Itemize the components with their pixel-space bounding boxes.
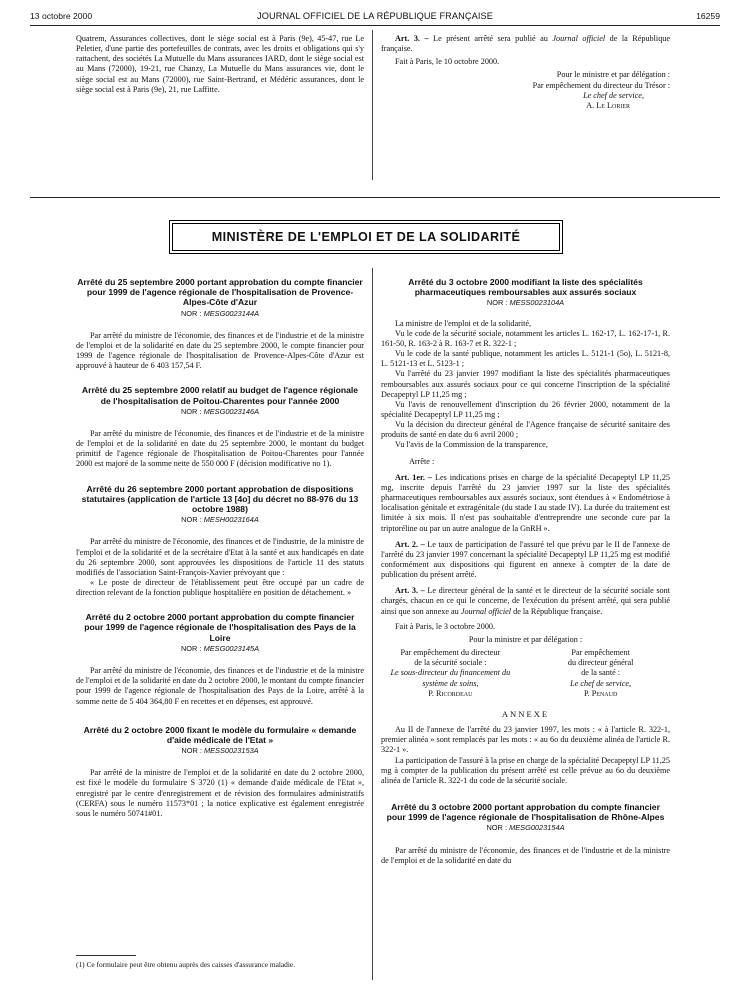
header-journal-title: JOURNAL OFFICIEL DE LA RÉPUBLIQUE FRANÇAISE (257, 11, 493, 21)
article-3-text: Le présent arrêté sera publié au (433, 34, 548, 43)
ministry-banner: MINISTÈRE DE L'EMPLOI ET DE LA SOLIDARITÉ (172, 223, 560, 251)
continuation-text: Quatrem, Assurances collectives, dont le siège social est à Paris (9e), 45-47, rue Le Peletier, d'une partie des portefeuilles de contrats, avec les droits et obligations qui s'y rattachent, des sociétés La Mutuelle du Mans assurances IARD, dont le siège social est au Mans (72000), 19-21, rue Chanzy, La Mutuelle du Mans assurances vie, dont le siège social est au Mans (72000), rue Saint-Bertrand, et Médéric assurances, dont le siège social est à Paris (9e), 21, rue Laffitte. (76, 34, 364, 94)
signature-name: A. Le Lorier (586, 100, 630, 110)
header-date: 13 octobre 2000 (30, 11, 93, 21)
article-3-text-end: de la République française. (513, 606, 603, 616)
page-header (30, 11, 720, 25)
nor-code: MESS0023104A (509, 298, 565, 308)
signature-role-text: Le chef de service, (583, 90, 644, 100)
signature-right-role (531, 679, 670, 689)
signature-right-role-text: Le chef de service, (570, 678, 632, 688)
vu-2: Vu le code de la santé publique, notamment les articles L. 5121-1 (5o), L. 5121-8, L. 5121-13 et L. 5123-1 ; (381, 349, 670, 369)
decree-quote-3: « Le poste de directeur de l'établissement peut être occupé par un cadre de direction relevant de la fonction publique hospitalière en position de détachement. » (76, 577, 364, 598)
done-at-right: Fait à Paris, le 3 octobre 2000. (395, 621, 496, 631)
decree-body-4: Par arrêté du ministre de l'économie, des finances et de l'industrie et de la ministre de l'emploi et de la solidarité en date du 2 octobre 2000, le montant du compte financier pour 1999 de l'agence régionale de l'hospitalisation des Pays de la Loire, arrêté à la somme nette de 5 404 364,80 F en recettes et en dépenses, est approuvé. (76, 666, 364, 706)
article-2-label: Art. 2. – (395, 539, 425, 549)
article-3 (381, 586, 670, 616)
journal-officiel-ref: Journal officiel (460, 606, 512, 616)
signature-right-line-3: de la santé : (581, 668, 621, 678)
section-rule (30, 197, 720, 198)
nor-label: NOR : (486, 298, 508, 308)
nor-ref-3 (76, 515, 364, 525)
signature-role (381, 91, 670, 101)
nor-ref-1 (76, 309, 364, 319)
decree-title-1: Arrêté du 25 septembre 2000 portant approbation du compte financier pour 1999 de l'agence régionale de l'hospitalisation de Provence-Alpes-Côte d'Azur (77, 277, 363, 308)
nor-label: NOR : (181, 746, 202, 756)
signature-right-line-1: Par empêchement (571, 648, 630, 658)
top-left-continuation (76, 34, 364, 95)
vu-3: Vu l'arrêté du 23 janvier 1997 modifiant la liste des spécialités pharmaceutiques remboursables aux assurés sociaux pour ce qui concerne l'inscription de la spécialité Decapeptyl LP 11,25 mg ; (381, 369, 670, 399)
column-divider-top (372, 30, 373, 180)
decree-body-right-2: Par arrêté du ministre de l'économie, des finances et de l'industrie et de la ministre de l'emploi et de la solidarité en date du (381, 845, 670, 865)
nor-code: MESG0023144A (203, 308, 260, 318)
footnote: (1) Ce formulaire peut être obtenu auprès des caisses d'assurance maladie. (76, 960, 296, 969)
decree-body-1: Par arrêté du ministre de l'économie, des finances et de l'industrie et de la ministre de l'emploi et de la solidarité en date du 25 septembre 2000, le compte financier pour 1999 de l'agence régionale de l'hospitalisation de Provence-Alpes-Côte d'Azur est approuvé à hauteur de 6 403 157,54 F. (76, 330, 364, 371)
signature-left-name: P. Ricordeau (428, 688, 473, 698)
signature-line-1: Pour le ministre et par délégation : (556, 70, 670, 80)
vu-4: Vu l'avis de renouvellement d'inscription du 26 février 2000, notamment de la spécialité Decapeptyl LP 11,25 mg ; (381, 399, 670, 419)
article-3-label: Art. 3. – (395, 586, 425, 596)
article-2-text: Le taux de participation de l'assuré tel que prévu par le II de l'annexe de l'arrêté du 23 janvier 1997 concernant la spécialité Decapeptyl LP 11,25 mg est modifié conformément aux dispositions qui figurent en annexe à compter de la date de publication du présent arrêté. (381, 539, 670, 580)
nor-code: MESG0023146A (203, 406, 260, 416)
preamble: La ministre de l'emploi et de la solidarité, (395, 318, 532, 328)
article-3-text: Le directeur général de la santé et le directeur de la sécurité sociale sont chargés, chacun en ce qui le concerne, de l'exécution du présent arrêté, qui sera publié ainsi que son annexe au (381, 586, 671, 616)
nor-ref-5 (76, 746, 364, 756)
journal-officiel-ref: Journal officiel (552, 34, 606, 43)
nor-label: NOR : (180, 308, 202, 318)
left-column (76, 277, 364, 819)
nor-ref-right-2 (381, 823, 670, 833)
nor-code: MESH0023164A (203, 515, 259, 525)
decree-body-2: Par arrêté du ministre de l'économie, des finances et de l'industrie et de la ministre de l'emploi et de la solidarité en date du 25 septembre 2000, le montant du budget primitif de l'agence régionale de l'hospitalisation de Poitou-Charentes pour l'année 2000 est majoré de la somme nette de 550 000 F (décision modificative no 1). (76, 428, 364, 469)
article-1 (381, 473, 670, 534)
signature-intro: Pour la ministre et par délégation : (468, 634, 583, 644)
decree-body-5: Par arrêté de la ministre de l'emploi et de la solidarité en date du 2 octobre 2000, est fixé le modèle du formulaire S 3720 (1) « demande d'aide médicale de l'Etat », enregistré par le centre d'enregistrement et de révision des formulaires administratifs (CERFA) sous le numéro 11573*01 ; la notice explicative est également enregistrée sous le numéro 50741#01. (76, 768, 364, 818)
nor-ref-4 (76, 644, 364, 654)
nor-code: MESS0023153A (203, 746, 259, 756)
signature-left-role (381, 668, 520, 688)
done-at: Fait à Paris, le 10 octobre 2000. (395, 57, 500, 67)
vu-6: Vu l'avis de la Commission de la transparence, (395, 440, 548, 450)
decree-body-3: Par arrêté du ministre de l'économie, des finances et de l'industrie, de la ministre de l'emploi et de la solidarité et de la secrétaire d'Etat à la santé et aux handicapés en date du 26 septembre 2000, sont approuvées les dispositions de l'article 11 des statuts modifiés de l'association Saint-François-Xavier prévoyant que : (76, 537, 364, 577)
decree-title-2: Arrêté du 25 septembre 2000 relatif au budget de l'agence régionale de l'hospitalisation de Poitou-Charentes pour l'année 2000 (81, 385, 359, 406)
signature-right-line-2: du directeur général (567, 658, 634, 668)
nor-ref-2 (76, 407, 364, 417)
decree-title-4: Arrêté du 2 octobre 2000 portant approbation du compte financier pour 1999 de l'agence régionale de l'hospitalisation des Pays de la Loire (84, 612, 356, 643)
article-3-text-end: de la République française. (381, 34, 671, 54)
header-page-number: 16259 (696, 11, 720, 21)
decree-title-5: Arrêté du 2 octobre 2000 fixant le modèle du formulaire « demande d'aide médicale de l'Etat » (83, 724, 357, 745)
article-1-label: Art. 1er. – (395, 472, 432, 482)
article-1-text: Les indications prises en charge de la spécialité Decapeptyl LP 11,25 mg, inscrite depuis l'arrêté du 23 janvier 1997 sur la liste des spécialités pharmaceutiques remboursables aux assurés sociaux, sont étendues à « Endométriose à localisation génitale et extragénitale (du stade I au stade IV). La durée du traitement est limitée à six mois. Il n'est pas souhaitable d'entreprendre une seconde cure par la triptoréline ou par un autre analogue de la GnRH ». (381, 472, 671, 533)
nor-label: NOR : (180, 406, 202, 416)
annexe-heading: ANNEXE (501, 708, 550, 719)
vu-1: Vu le code de la sécurité sociale, notamment les articles L. 162-17, L. 162-17-1, R. 161-50, R. 163-2 à R. 163-7 et R. 322-1 ; (381, 328, 670, 348)
signature-line-2: Par empêchement du directeur du Trésor : (532, 80, 670, 90)
signature-right (531, 648, 670, 699)
top-right-continuation (381, 34, 670, 111)
signature-left-line-1: Par empêchement du directeur (400, 648, 501, 658)
signature-right-name: P. Penaud (583, 688, 618, 698)
vu-5: Vu la décision du directeur général de l'Agence française de sécurité sanitaire des produits de santé en date du 6 avril 2000 ; (381, 420, 670, 440)
nor-code: MESG0023145A (203, 643, 260, 653)
annexe-paragraph-1: Au II de l'annexe de l'arrêté du 23 janvier 1997, les mots : « à l'article R. 322-1, premier alinéa » sont remplacés par les mots : « au 6o du deuxième alinéa de l'article R. 322-1 ». (381, 725, 670, 755)
decree-title-right-2: Arrêté du 3 octobre 2000 portant approbation du compte financier pour 1999 de l'agence régionale de l'hospitalisation de Rhône-Alpes (386, 801, 665, 823)
decree-title-3: Arrêté du 26 septembre 2000 portant approbation de dispositions statutaires (application de l'article 13 [4o] du décret no 88-976 du 13 octobre 1988) (81, 483, 359, 514)
footnote-rule (76, 955, 136, 956)
right-column (381, 277, 670, 866)
nor-label: NOR : (180, 643, 202, 653)
signature-left-role-text: Le sous-directeur du financement du système de soins, (390, 668, 511, 688)
annexe-paragraph-2: La participation de l'assuré à la prise en charge de la spécialité Decapeptyl LP 11,25 mg à compter de la publication du présent arrêté est celle prévue au 6o du deuxième alinéa de l'article R. 322-1 du code de la sécurité sociale. (381, 755, 670, 785)
arrete-label: Arrête : (409, 456, 435, 466)
article-3-label: Art. 3. – (395, 34, 429, 43)
decree-title-right-1: Arrêté du 3 octobre 2000 modifiant la liste des spécialités pharmaceutiques remboursables aux assurés sociaux (408, 277, 643, 298)
article-3-paragraph (381, 34, 670, 54)
signature-block (381, 648, 670, 699)
signature-left (381, 648, 520, 699)
column-divider-main (372, 268, 373, 980)
article-2 (381, 540, 670, 581)
nor-ref-right-1 (381, 298, 670, 308)
nor-code: MESG0023154A (509, 823, 565, 833)
header-rule (30, 25, 720, 26)
nor-label: NOR : (181, 515, 202, 525)
signature-left-line-2: de la sécurité sociale : (414, 658, 487, 668)
nor-label: NOR : (486, 823, 507, 833)
